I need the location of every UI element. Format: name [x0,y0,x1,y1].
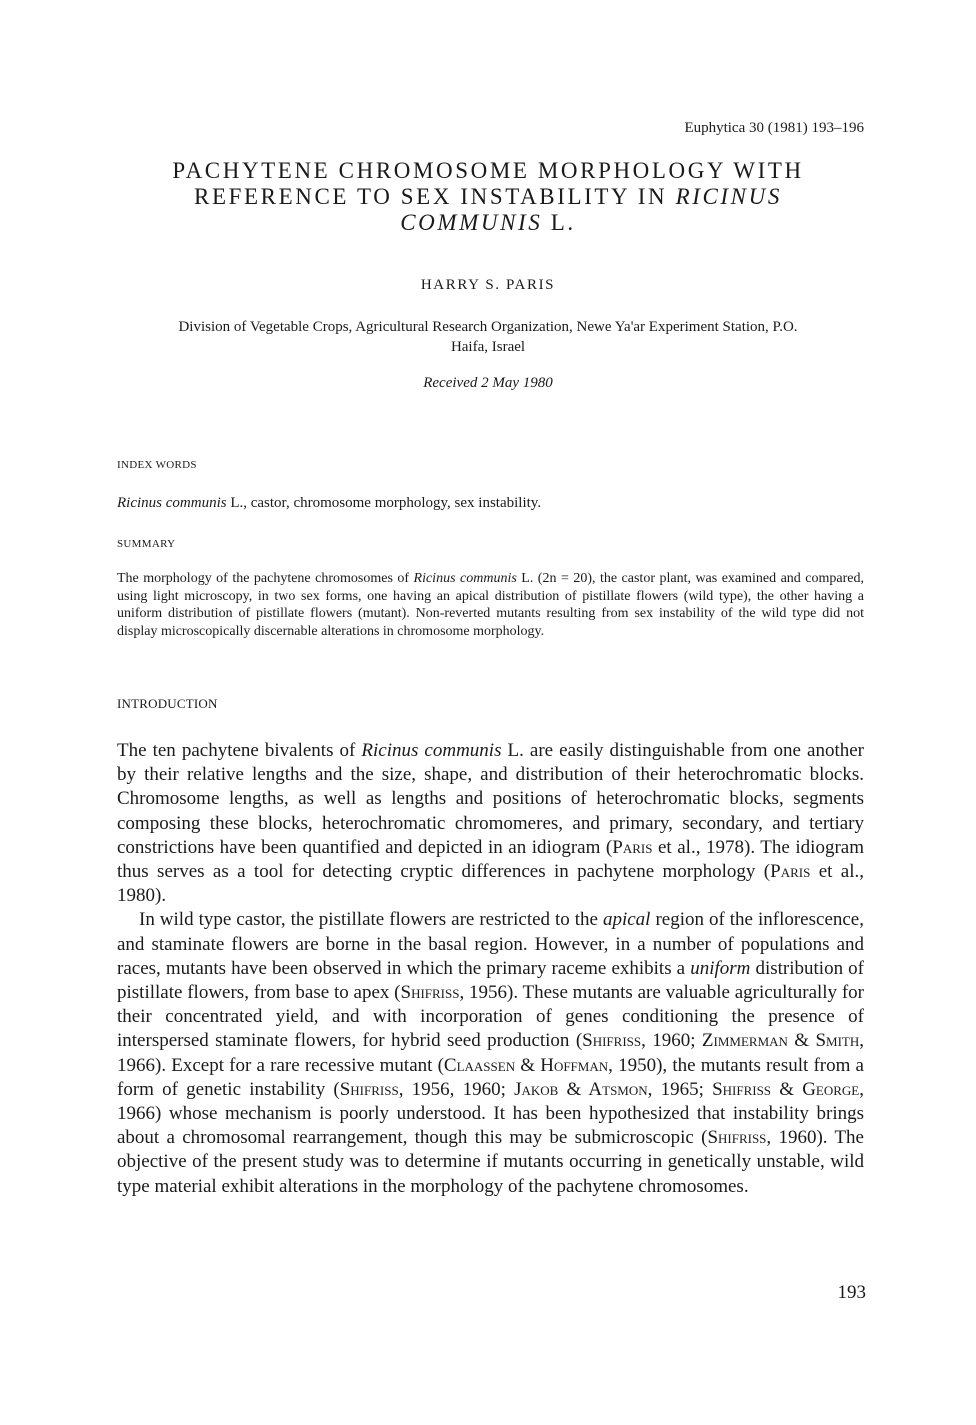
citation-author: Paris [612,836,653,858]
title-authority: L. [550,210,576,235]
citation-author: Claassen & Hoffman [443,1054,609,1076]
citation-author: Zimmerman & Smith [701,1030,860,1052]
title-line-2-text: REFERENCE TO SEX INSTABILITY IN [194,184,668,209]
index-words [117,495,541,512]
text-run: et al., 1980). [117,861,864,907]
text-run: L. are easily distinguishable from one another by their relative lengths and the size, shape, and distribution of their heterochromatic blocks. Chromosome lengths, as well as lengths and positions of heterochromatic blocks, segments composing these blocks, heterochromatic chromomeres, and primary, secondary, and tertiary constrictions have been quantified and depicted in an idiogram ( [117,740,864,858]
summary-label: SUMMARY [117,538,176,550]
text-run: The ten pachytene bivalents of [117,740,362,761]
summary-part-1: The morphology of the pachytene chromosomes of [117,571,414,586]
text-italic: apical [602,909,651,931]
title-line-2 [100,184,876,210]
keywords-species: Ricinus communis [117,495,227,511]
title-genus: RICINUS [675,184,782,209]
title-species: COMMUNIS [400,210,543,235]
title-line-3 [100,210,876,236]
citation-author: Shifriss [582,1030,642,1052]
text-italic: uniform [690,957,751,979]
text-run: et al., 1978). The idiogram thus serves as a tool for detecting cryptic differences in pachytene morphology ( [117,836,864,883]
introduction-label: INTRODUCTION [117,696,218,711]
author-name: HARRY S. PARIS [420,277,556,293]
journal-reference: Euphytica 30 (1981) 193–196 [684,120,864,136]
summary-text [117,570,864,640]
text-run: distribution of pistillate flowers, from base to apex ( [117,957,864,1004]
affiliation-line-1: Division of Vegetable Crops, Agricultural Research Organization, Newe Ya'ar Experiment Station, P.O. [178,319,798,335]
affiliation [100,317,876,357]
citation-author: Paris [770,861,811,883]
summary-part-2: L. (2n = 20), the castor plant, was examined and compared, using light microscopy, in two sex forms, one having an apical distribution of pistillate flowers (wild type), the other having a uniform distribution of pistillate flowers (mutant). Non-reverted mutants resulting from sex instability of the wild type did not display microscopically discernable alterations in chromosome morphology. [117,571,864,639]
text-run: , 1966) whose mechanism is poorly understood. It has been hypothesized that instability brings about a chromosomal rearrangement, though this may be submicroscopic ( [117,1078,865,1149]
summary-species: Ricinus communis [413,571,517,586]
intro-paragraph-1 [117,739,864,908]
text-run: , 1965; [647,1078,713,1100]
text-run: , 1956, 1960; [398,1078,515,1100]
paper-title [100,158,876,236]
page-number: 193 [837,1282,866,1303]
text-run: , 1956). These mutants are valuable agriculturally for their concentrated yield, and with incorporation of genes conditioning the presence of interspersed staminate flowers, for hybrid seed production ( [117,982,864,1052]
text-italic: Ricinus communis [361,740,502,761]
text-run: region of the inflorescence, and staminate flowers are borne in the basal region. However, in a number of populations and races, mutants have been observed in which the primary raceme exhibits a [117,909,864,979]
title-line-1: PACHYTENE CHROMOSOME MORPHOLOGY WITH [172,158,804,183]
text-run: In wild type castor, the pistillate flowers are restricted to the [139,909,603,931]
text-run: , 1960; [641,1030,702,1052]
text-run: , 1960). The objective of the present study was to determine if mutants occurring in genetically unstable, wild type material exhibit alterations in the morphology of the pachytene chromosomes. [117,1127,864,1197]
index-words-label: INDEX WORDS [117,459,197,471]
citation-author: Shifriss [339,1078,399,1100]
citation-author: Shifriss & George [712,1078,860,1100]
text-run: , 1966). Except for a rare recessive mutant ( [117,1030,864,1076]
citation-author: Shifriss [400,982,460,1004]
text-run: , 1950), the mutants result from a form of genetic instability ( [117,1054,864,1100]
keywords-rest: L., castor, chromosome morphology, sex instability. [226,495,542,511]
received-date: Received 2 May 1980 [423,375,553,391]
intro-paragraph-2 [117,908,864,1198]
affiliation-line-2: Haifa, Israel [450,339,526,355]
introduction-body [117,739,864,1199]
citation-author: Shifriss [707,1127,767,1149]
citation-author: Jakob & Atsmon [514,1078,648,1100]
